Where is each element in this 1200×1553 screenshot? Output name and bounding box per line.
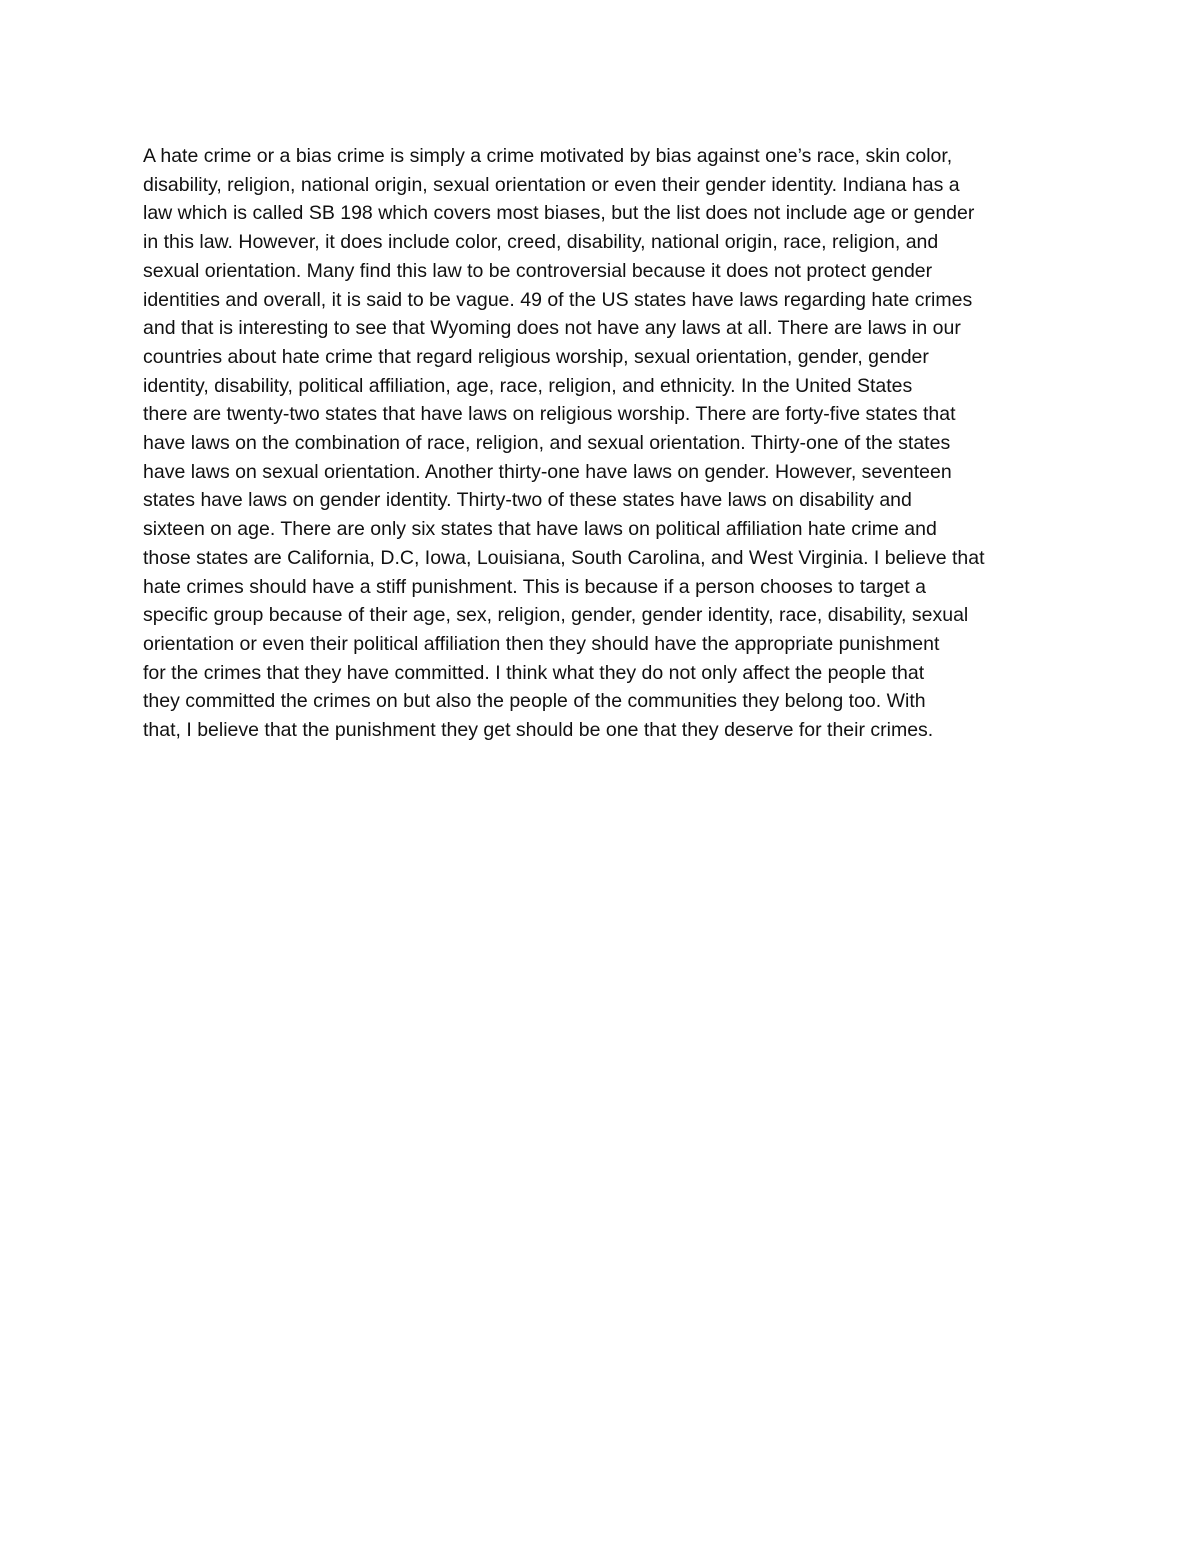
paragraph-line: that, I believe that the punishment they get should be one that they deserve for their crimes. <box>143 719 934 742</box>
paragraph-line: orientation or even their political affiliation then they should have the appropriate punishment <box>143 632 940 655</box>
paragraph-line: countries about hate crime that regard religious worship, sexual orientation, gender, gender <box>143 345 929 368</box>
paragraph-line: specific group because of their age, sex, religion, gender, gender identity, race, disability, sexual <box>143 604 969 627</box>
paragraph-line: hate crimes should have a stiff punishment. This is because if a person chooses to target a <box>143 575 926 598</box>
paragraph-line: and that is interesting to see that Wyoming does not have any laws at all. There are laws in our <box>143 317 961 340</box>
paragraph-line: those states are California, D.C, Iowa, Louisiana, South Carolina, and West Virginia. I believe that <box>143 546 985 569</box>
paragraph-line: disability, religion, national origin, sexual orientation or even their gender identity. Indiana has a <box>143 173 960 196</box>
paragraph-line: law which is called SB 198 which covers most biases, but the list does not include age or gender <box>143 202 975 225</box>
paragraph-line: in this law. However, it does include color, creed, disability, national origin, race, religion, and <box>143 231 939 254</box>
paragraph-line: sixteen on age. There are only six states that have laws on political affiliation hate crime and <box>143 518 937 541</box>
paragraph-line: have laws on sexual orientation. Another thirty-one have laws on gender. However, seventeen <box>143 460 952 483</box>
body-paragraph <box>143 142 1083 745</box>
paragraph-line: they committed the crimes on but also the people of the communities they belong too. With <box>143 690 926 713</box>
paragraph-line: identity, disability, political affiliation, age, race, religion, and ethnicity. In the United States <box>143 374 913 397</box>
paragraph-line: A hate crime or a bias crime is simply a crime motivated by bias against one’s race, skin color, <box>143 145 953 167</box>
paragraph-line: for the crimes that they have committed. I think what they do not only affect the people that <box>143 661 925 684</box>
paragraph-line: sexual orientation. Many find this law to be controversial because it does not protect gender <box>143 259 933 282</box>
paragraph-line: identities and overall, it is said to be vague. 49 of the US states have laws regarding hate crimes <box>143 288 973 311</box>
paragraph-line: have laws on the combination of race, religion, and sexual orientation. Thirty-one of the states <box>143 432 951 455</box>
paragraph-line: states have laws on gender identity. Thirty-two of these states have laws on disability and <box>143 489 912 512</box>
paragraph-line: there are twenty-two states that have laws on religious worship. There are forty-five states that <box>143 403 956 426</box>
